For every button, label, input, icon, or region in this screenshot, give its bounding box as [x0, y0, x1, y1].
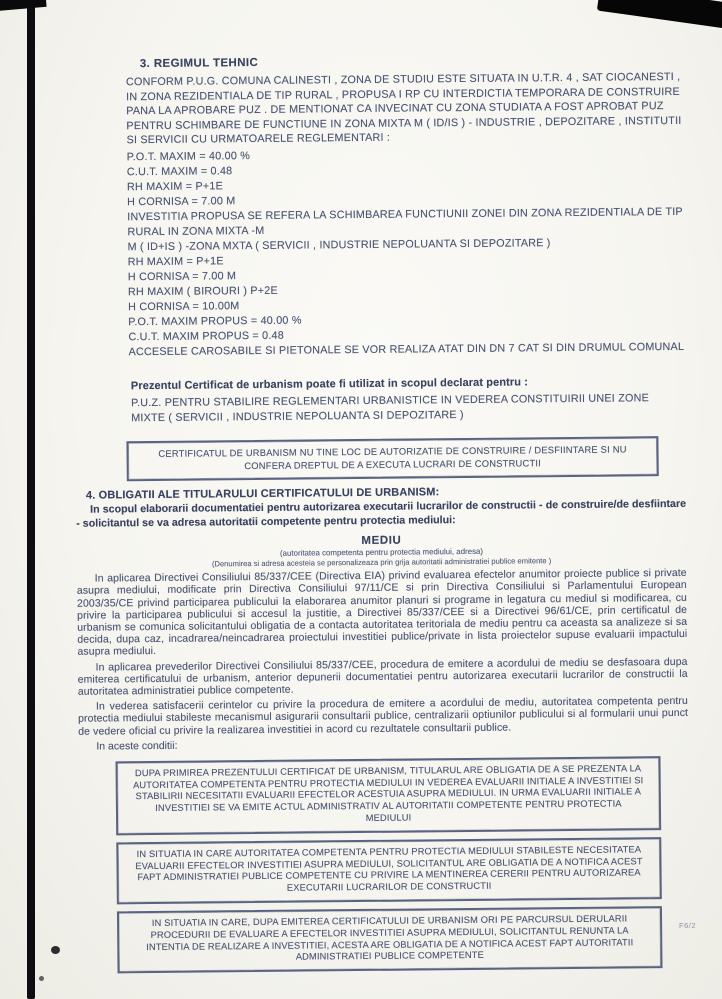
section-notice [0, 420, 722, 483]
eia-paragraph: In aplicarea Directivei Consiliului 85/337/CEE (Directiva EIA) privind evaluarea efectelor anumitor proiecte publice si private asupra mediului, modificate prin Directiva Consiliului 97/11/CE si prin Directiva Consiliului si Parlamentului European 2003/35/CE privind participarea publicului la elaborarea anumitor planuri si programe in legatura cu mediul si modificarea, cu privire la participarea publicului si accesul la justitie, a Directivei 85/337/CEE si a Directivei 96/61/CE, prin certificatul de urbanism se comunica solicitantului obligatia de a contacta autoritatea teritoriala de mediu pentru ca aceasta sa analizeze si sa decida, dupa caz, incadrarea/neincadrarea proiectului investitiei publice/private in lista proiectelor supuse evaluarii impactului asupra mediului. [76, 567, 688, 659]
authority-name: MEDIU [361, 534, 402, 548]
condition-box: IN SITUATIA IN CARE, DUPA EMITEREA CERTIFICATULUI DE URBANISM ORI PE PARCURSUL DERULARII PROCEDURII DE EVALUARE A EFECTELOR INVESTITIEI ASUPRA MEDIULUI, SOLICITANTUL RENUNTA LA INTENTIA DE REALIZARE A INVESTITIEI, ACESTA ARE OBLIGATIA DE A NOTIFICA ACEST FAPT AUTORITATII ADMINISTRATIEI PUBLICE COMPETENTE [117, 906, 663, 973]
regim-tehnic-paragraph: CONFORM P.U.G. COMUNA CALINESTI , ZONA DE STUDIU ESTE SITUATA IN U.T.R. 4 , SAT CIOCANESTI , IN ZONA REZIDENTIALA DE TIP RURAL , PROPUSA I RP CU INTERDICTIA TEMPORARA DE CONSTRUIRE PANA LA APROBARE PUZ . DE MENTIONAT CA INVECINAT CU ZONA STUDIATA A FOST APROBAT PUZ PENTRU SCHIMBARE DE FUNCTIUNE IN ZONA MIXTA M ( ID/IS ) - INDUSTRIE , DEPOZITARE , INSTITUTII SI SERVICII CU URMATOARELE REGLEMENTARI : [125, 70, 682, 147]
notice-box: CERTIFICATUL DE URBANISM NU TINE LOC DE AUTORIZATIE DE CONSTRUIRE / DESFIINTARE SI NU CONFERA DREPTUL DE A EXECUTA LUCRARI DE CONSTRUCTII [126, 436, 658, 481]
section-condition-boxes [2, 746, 722, 974]
regim-tehnic-heading: 3. REGIMUL TEHNIC [139, 56, 259, 71]
tech-regulation-line: H CORNISA = 7.00 M [127, 195, 236, 209]
tech-regulation-line: RH MAXIM ( BIROURI ) P+2E [127, 284, 278, 299]
bottom-left-scan-speck [39, 976, 44, 981]
scop-declarat-text: P.U.Z. PENTRU STABILIRE REGLEMENTARI URBANISTICE IN VEDEREA CONSTITUIRII UNEI ZONE MIXTE ( SERVICII , INDUSTRIE NEPOLUANTA SI DEPOZITARE ) [131, 392, 650, 424]
tech-regulation-line: H CORNISA = 10.00M [128, 300, 240, 314]
tech-regulation-line: RH MAXIM = P+1E [127, 255, 224, 269]
section-scop-declarat [0, 355, 721, 427]
authority-note-1: (autoritatea competenta pentru protectia mediului, adresa) [279, 546, 484, 558]
scop-intro-line: Prezentul Certificat de urbanism poate fi utilizat in scopul declarat pentru : [130, 376, 529, 393]
left-scan-bar [27, 0, 35, 999]
tech-regulation-line: P.O.T. MAXIM = 40.00 % [126, 150, 251, 164]
tech-regulation-line: ACCESELE CAROSABILE SI PIETONALE SE VOR REALIZA ATAT DIN DN 7 CAT SI DIN DRUMUL COMUNAL [128, 340, 685, 359]
tech-regulation-line: C.U.T. MAXIM PROPUS = 0.48 [128, 329, 284, 344]
condition-box: DUPA PRIMIREA PREZENTULUI CERTIFICAT DE URBANISM, TITULARUL ARE OBLIGATIA DE A SE PREZENTA LA AUTORITATEA COMPETENTA PENTRU PROTECTIA MEDIULUI IN VEDEREA EVALUARII INITIALE A INVESTITIEI SI STABILIRII NECESITATII EVALUARII EFECTELOR ACESTUIA ASUPRA MEDIULUI. IN URMA EVALUARII INITIALE A INVESTITIEI SE VA EMITE ACTUL ADMINISTRATIV AL AUTORITATII COMPETENTE PENTRU PROTECTIA MEDIULUI [115, 756, 661, 835]
conditions-label: In aceste conditii: [96, 739, 178, 753]
bottom-left-scan-dot [51, 946, 60, 954]
section-obligatii [0, 476, 722, 754]
section-regim-tehnic [0, 0, 721, 361]
tech-regulation-line: C.U.T. MAXIM = 0.48 [126, 165, 233, 179]
eia-paragraph: In vederea satisfacerii cerintelor cu privire la procedura de emitere a acordului de mediu, autoritatea competenta pentru protectia mediului stabileste mecanismul asigurarii consultarii publice, centralizarii optiunilor publicului si al formularii unui punct de vedere oficial cu privire la realizarea investitiei in acord cu rezultatele consultarii publice. [78, 695, 689, 738]
regim-tehnic-lines [127, 145, 689, 360]
page-code: F6/2 [678, 921, 696, 930]
condition-box: IN SITUATIA IN CARE AUTORITATEA COMPETENTA PENTRU PROTECTIA MEDIULUI STABILESTE NECESITATEA EVALUARII EFECTELOR INVESTITIEI ASUPRA MEDIULUI, SOLICITANTUL ARE OBLIGATIA DE A NOTIFICA ACEST FAPT ADMINISTRATIEI PUBLICE COMPETENTE CU PRIVIRE LA MENTINEREA CERERII PENTRU AUTORIZAREA EXECUTARII LUCRARILOR DE CONSTRUCTII [116, 837, 662, 904]
eia-paragraph: In aplicarea prevederilor Directivei Consiliului 85/337/CEE, procedura de emitere a acordului de mediu se desfasoara dupa emiterea certificatului de urbanism, anterior depunerii documentatiei pentru autorizarea executarii lucrarilor de constructii la autoritatea administratiei publice competente. [77, 655, 688, 698]
obligatii-heading: 4. OBLIGATII ALE TITULARULUI CERTIFICATULUI DE URBANISM: [85, 486, 440, 502]
tech-regulation-line: H CORNISA = 7.00 M [127, 270, 237, 284]
obligatii-subheading: In scopul elaborarii documentatiei pentru autorizarea executarii lucrarilor de constructii - de construire/de desfiintare - solicitantul se va adresa autoritatii competente pentru protectia mediului: [76, 498, 687, 530]
tech-regulation-line: M ( ID+IS ) -ZONA MXTA ( SERVICII , INDUSTRIE NEPOLUANTA SI DEPOZITARE ) [127, 237, 551, 254]
tech-regulation-line: RH MAXIM = P+1E [126, 180, 224, 194]
authority-note-2: (Denumirea si adresa acesteia se personalizeaza prin grija autoritatii administratiei publice emitente ) [211, 556, 552, 569]
tech-regulation-line: P.O.T. MAXIM PROPUS = 40.00 % [128, 314, 302, 329]
tech-regulation-line: INVESTITIA PROPUSA SE REFERA LA SCHIMBAREA FUNCTIUNII ZONEI DIN ZONA REZIDENTIALA DE TIP RURAL IN ZONA MIXTA -M [127, 205, 683, 239]
